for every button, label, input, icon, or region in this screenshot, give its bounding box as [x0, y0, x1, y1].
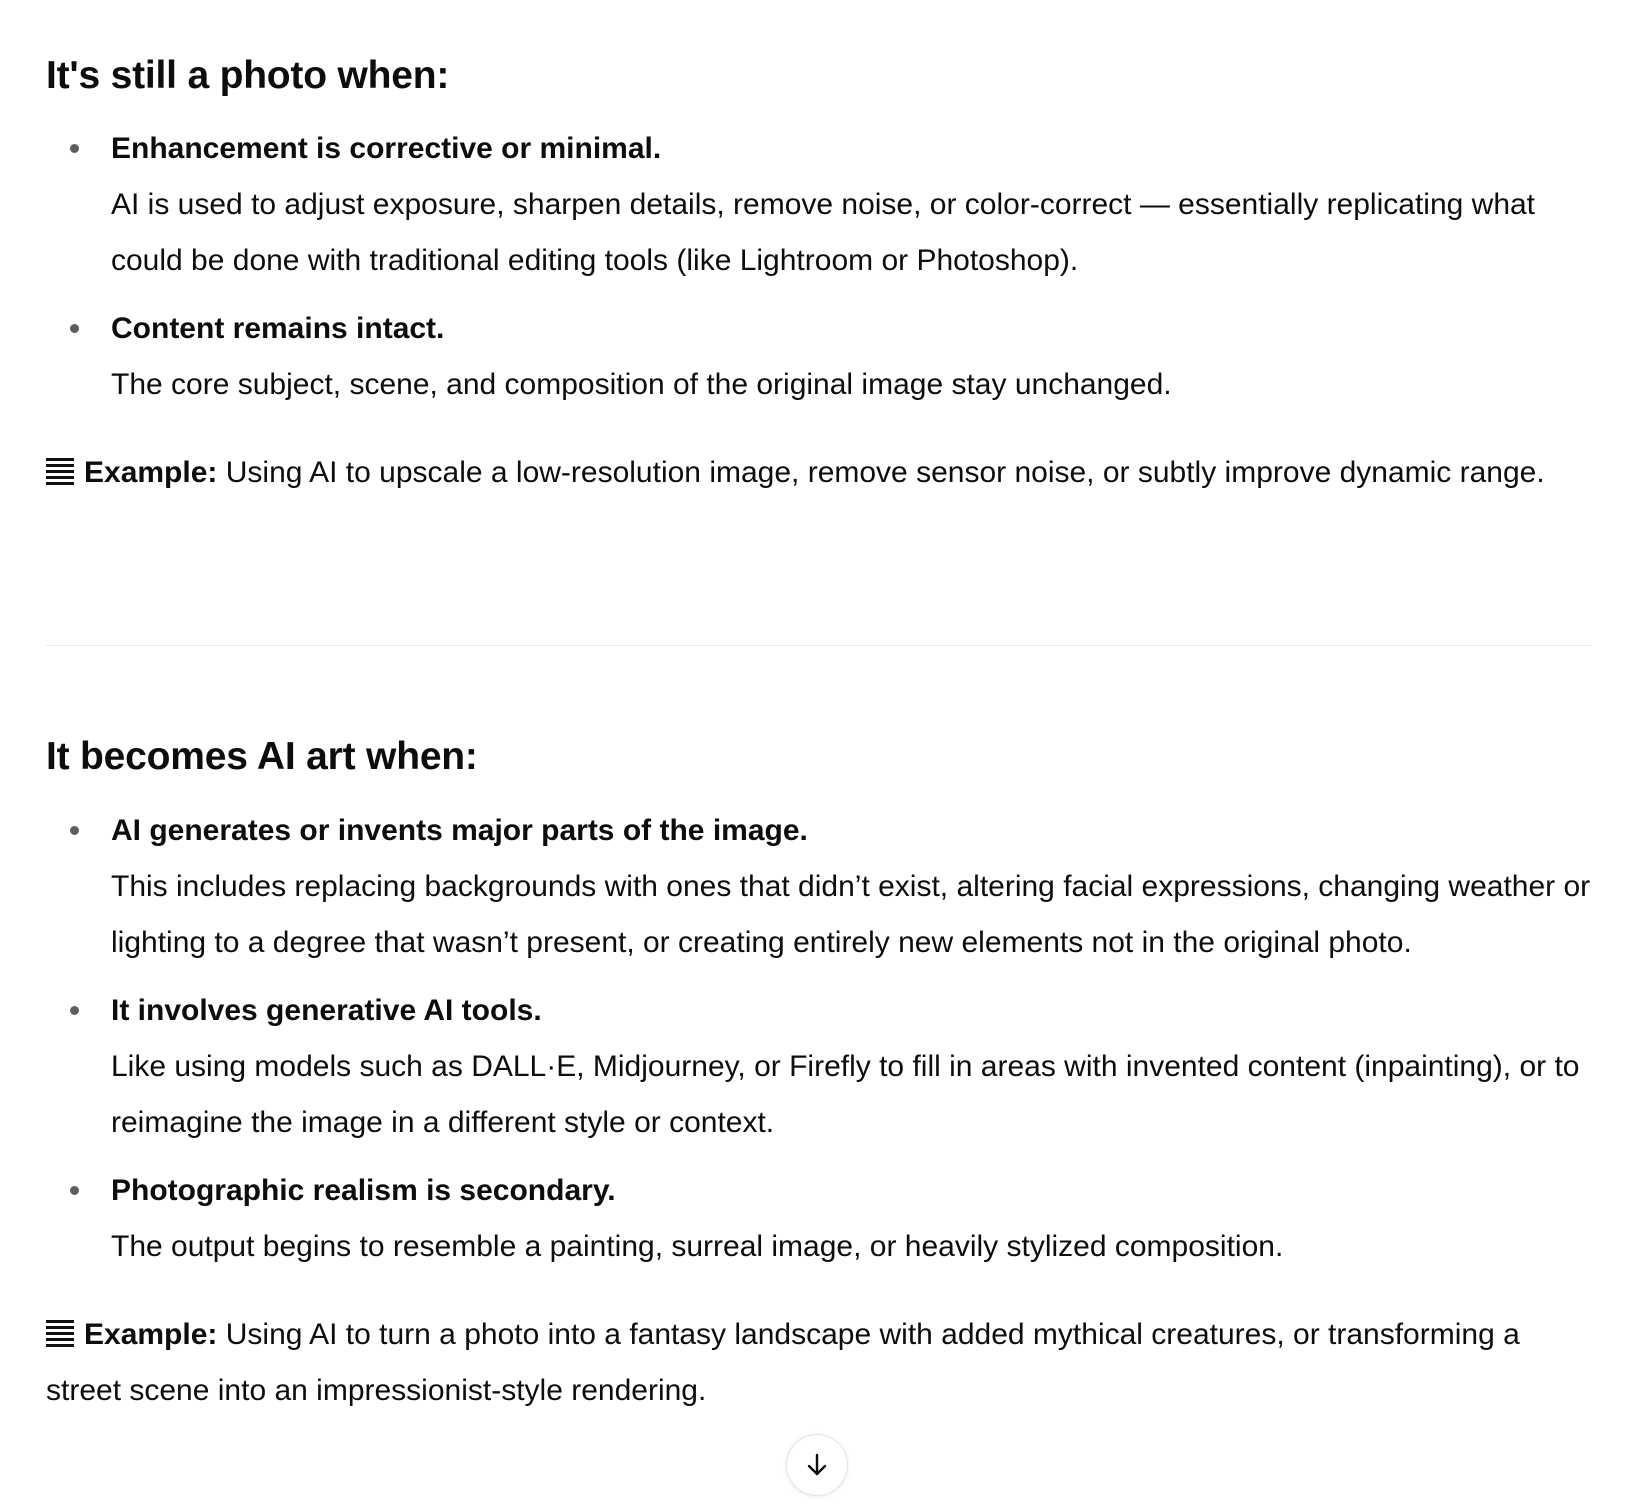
example-paragraph: [46, 1307, 1592, 1419]
memo-icon: [46, 457, 74, 487]
arrow-down-icon: [803, 1451, 831, 1479]
list-item: [46, 803, 1592, 971]
item-description: The output begins to resemble a painting, surreal image, or heavily stylized composition.: [111, 1230, 1284, 1263]
list-item: [46, 1163, 1592, 1275]
example-paragraph: [46, 445, 1592, 501]
list-item: [46, 121, 1592, 289]
item-title: It involves generative AI tools.: [111, 994, 542, 1027]
item-title: Content remains intact.: [111, 312, 445, 345]
bullet-dot: [70, 144, 79, 153]
item-description: This includes replacing backgrounds with ones that didn’t exist, altering facial expressions, changing weather or lighting to a degree that wasn’t present, or creating entirely new elements not in the original photo.: [111, 870, 1591, 959]
item-title: Photographic realism is secondary.: [111, 1174, 616, 1207]
item-description: The core subject, scene, and composition of the original image stay unchanged.: [111, 368, 1172, 401]
section-heading: It becomes AI art when:: [46, 735, 478, 778]
section-heading: It's still a photo when:: [46, 54, 450, 97]
item-title: Enhancement is corrective or minimal.: [111, 132, 662, 165]
example-label: Example:: [84, 456, 218, 489]
bullet-list: [46, 121, 1592, 413]
example-text: Using AI to turn a photo into a fantasy landscape with added mythical creatures, or transforming a street scene into an impressionist-style rendering.: [46, 1318, 1520, 1407]
section-still-photo: [46, 0, 1592, 501]
list-item: [46, 983, 1592, 1151]
list-item: [46, 301, 1592, 413]
example-label: Example:: [84, 1318, 218, 1351]
message-content: [46, 0, 1592, 1407]
item-description: Like using models such as DALL·E, Midjourney, or Firefly to fill in areas with invented content (inpainting), or to reimagine the image in a different style or context.: [111, 1050, 1580, 1139]
bullet-dot: [70, 324, 79, 333]
bullet-dot: [70, 826, 79, 835]
bullet-dot: [70, 1006, 79, 1015]
item-description: AI is used to adjust exposure, sharpen details, remove noise, or color-correct — essentially replicating what could be done with traditional editing tools (like Lightroom or Photoshop).: [111, 188, 1536, 277]
scroll-to-bottom-button[interactable]: [786, 1434, 848, 1496]
section-ai-art: [46, 733, 1592, 1419]
memo-icon: [46, 1319, 74, 1349]
bullet-list: [46, 803, 1592, 1275]
bullet-dot: [70, 1186, 79, 1195]
item-title: AI generates or invents major parts of the image.: [111, 814, 808, 847]
section-divider: [46, 645, 1592, 646]
example-text: Using AI to upscale a low-resolution image, remove sensor noise, or subtly improve dynamic range.: [225, 456, 1545, 489]
